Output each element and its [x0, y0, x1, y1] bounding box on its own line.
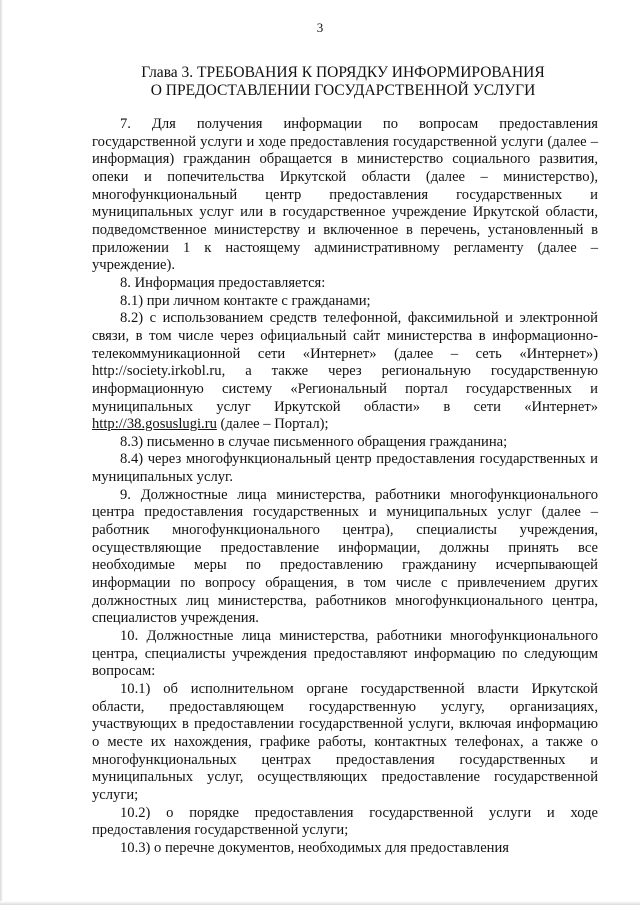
paragraph-10: 10. Должностные лица министерства, работники многофункционального центра, специалисты учреждения предоставляют информацию по следующим вопросам: — [92, 628, 598, 680]
paragraph-8-4: 8.4) через многофункциональный центр предоставления государственных и муниципальных услуг. — [92, 451, 598, 486]
paragraph-8-1: 8.1) при личном контакте с гражданами; — [120, 292, 371, 309]
page-number: 3 — [316, 20, 324, 35]
paragraph-10-2: 10.2) о порядке предоставления государственной услуги и ходе предоставления государственной услуги; — [92, 804, 598, 839]
chapter-title-line-1: Глава 3. ТРЕБОВАНИЯ К ПОРЯДКУ ИНФОРМИРОВАНИЯ — [141, 64, 545, 81]
paragraph-8-2-text: 8.2) с использованием средств телефонной, факсимильной и электронной связи, в том числе через официальный сайт министерства в информационно-телекоммуникационной сети «Интернет» (далее – сеть «Интернет») http://society.irkobl.ru, а также через региональную государственную информационную систему «Региональный портал государственных и муниципальных услуг Иркутской области» в сети «Интернет» — [92, 310, 598, 415]
body-text — [92, 116, 598, 858]
paragraph-8: 8. Информация предоставляется: — [120, 274, 326, 291]
paragraph-7: 7. Для получения информации по вопросам предоставления государственной услуги и ходе предоставления государственной услуги (далее – информация) гражданин обращается в министерство социального развития, опеки и попечительства Иркутской области (далее – министерство), многофункциональный центр предоставления государственных и муниципальных услуг или в государственное учреждение Иркутской области, подведомственное министерству и включенное в перечень, установленный в приложении 1 к настоящему административному регламенту (далее – учреждение). — [92, 116, 598, 274]
chapter-title-line-2: О ПРЕДОСТАВЛЕНИИ ГОСУДАРСТВЕННОЙ УСЛУГИ — [150, 82, 536, 99]
portal-link[interactable]: http://38.gosuslugi.ru — [92, 416, 217, 433]
paragraph-8-2 — [92, 310, 598, 434]
paragraph-9: 9. Должностные лица министерства, работники многофункционального центра предоставления государственных и муниципальных услуг (далее – работник многофункционального центра), специалисты учреждения, осуществляющие предоставление информации, должны принять все необходимые меры по предоставлению гражданину исчерпывающей информации по вопросу обращения, в том числе с привлечением других должностных лиц министерства, работников многофункционального центра, специалистов учреждения. — [92, 486, 598, 627]
paragraph-10-3: 10.3) о перечне документов, необходимых для предоставления — [120, 839, 510, 856]
chapter-title — [90, 64, 596, 100]
paragraph-10-1: 10.1) об исполнительном органе государственной власти Иркутской области, предоставляющем государственную услугу, организациях, участвующих в предоставлении государственной услуги, включая информацию о месте их нахождения, графике работы, контактных телефонах, а также о многофункциональных центрах предоставления государственных и муниципальных услуг, осуществляющих предоставление государственной услуги; — [92, 681, 598, 803]
paragraph-8-2-tail: (далее – Портал); — [216, 416, 329, 433]
paragraph-8-3: 8.3) письменно в случае письменного обращения гражданина; — [120, 433, 508, 450]
scan-left-edge — [0, 0, 3, 905]
scan-bottom-edge — [0, 901, 640, 905]
